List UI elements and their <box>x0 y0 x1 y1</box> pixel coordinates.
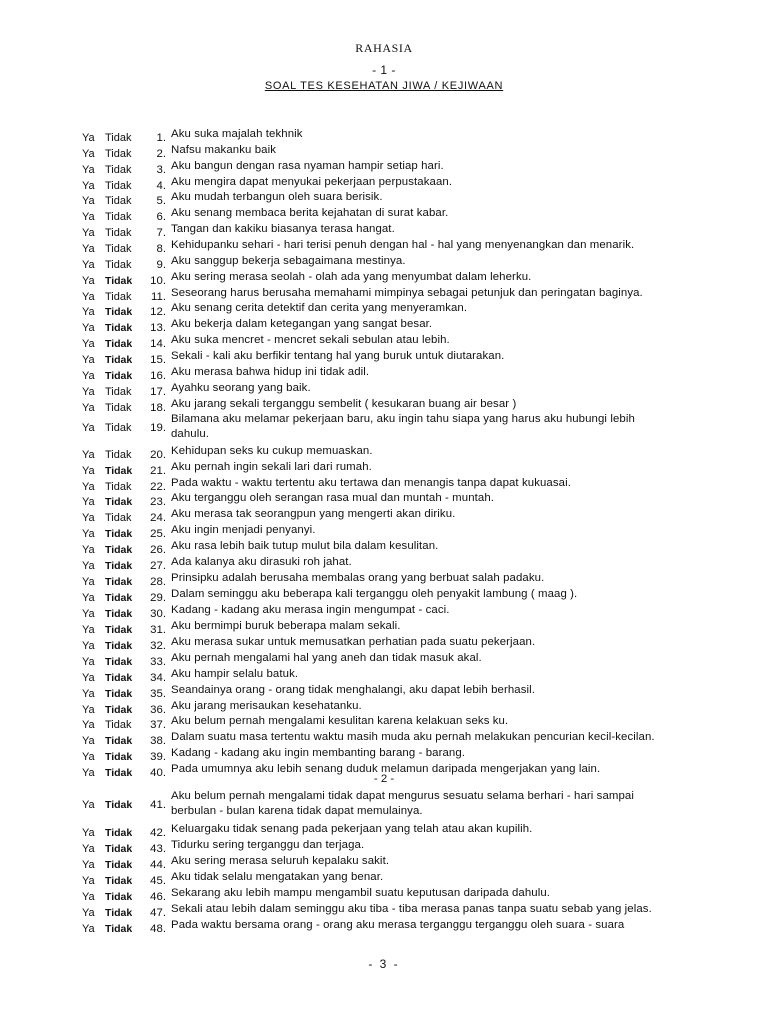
answer-no[interactable]: Tidak <box>105 576 133 588</box>
question-row <box>0 871 768 887</box>
answer-yes[interactable]: Ya <box>82 891 95 903</box>
question-text <box>171 238 731 253</box>
answer-no[interactable]: Tidak <box>105 259 132 271</box>
question-number: 16. <box>150 370 166 382</box>
answer-no[interactable]: Tidak <box>105 354 133 366</box>
answer-yes[interactable]: Ya <box>82 322 95 334</box>
answer-no[interactable]: Tidak <box>105 291 132 303</box>
question-line: Sekali atau lebih dalam seminggu aku tiba - tiba merasa panas tanpa suatu sebab yang jelas. <box>171 903 652 915</box>
question-line: Aku sering merasa seluruh kepalaku sakit. <box>171 855 390 867</box>
answer-no[interactable]: Tidak <box>105 799 133 811</box>
question-text <box>171 286 731 301</box>
question-row <box>0 636 768 652</box>
question-line: Pada umumnya aku lebih senang duduk melamun daripada mengerjakan yang lain. <box>171 763 601 775</box>
question-row <box>0 887 768 903</box>
question-row <box>0 413 768 444</box>
question-line: Seseorang harus berusaha memahami mimpinya sebagai petunjuk dan peringatan baginya. <box>171 287 643 299</box>
question-line: Aku belum pernah mengalami tidak dapat mengurus sesuatu selama berhari - hari sampai <box>171 790 635 802</box>
answer-no[interactable]: Tidak <box>105 481 132 493</box>
question-row <box>0 556 768 572</box>
question-line: Aku belum pernah mengalami kesulitan karena kelakuan seks ku. <box>171 715 509 727</box>
question-number: 41. <box>150 799 166 811</box>
question-line: Nafsu makanku baik <box>171 144 276 156</box>
answer-yes[interactable]: Ya <box>82 608 95 620</box>
answer-yes[interactable]: Ya <box>82 164 95 176</box>
question-number: 12. <box>150 306 166 318</box>
answer-no[interactable]: Tidak <box>105 592 133 604</box>
question-line: Ayahku seorang yang baik. <box>171 382 311 394</box>
question-number: 20. <box>150 449 166 461</box>
question-text <box>171 460 731 475</box>
question-number: 22. <box>150 481 166 493</box>
question-number: 3. <box>156 164 166 176</box>
question-line: Pada waktu - waktu tertentu aku tertawa dan menangis tanpa dapat kukuasai. <box>171 477 571 489</box>
answer-no[interactable]: Tidak <box>105 402 132 414</box>
answer-yes[interactable]: Ya <box>82 512 95 524</box>
question-row <box>0 223 768 239</box>
answer-no[interactable]: Tidak <box>105 923 133 935</box>
question-number: 19. <box>150 422 166 434</box>
question-number: 15. <box>150 354 166 366</box>
question-number: 38. <box>150 735 166 747</box>
question-line: Tidurku sering terganggu dan terjaga. <box>171 839 365 851</box>
question-number: 40. <box>150 767 166 779</box>
question-line: Aku terganggu oleh serangan rasa mual dan muntah - muntah. <box>171 492 495 504</box>
question-line: Aku senang membaca berita kejahatan di surat kabar. <box>171 207 449 219</box>
answer-yes[interactable]: Ya <box>82 672 95 684</box>
question-number: 48. <box>150 923 166 935</box>
question-row <box>0 715 768 731</box>
question-number: 8. <box>156 243 166 255</box>
answer-no[interactable]: Tidak <box>105 735 133 747</box>
answer-yes[interactable]: Ya <box>82 259 95 271</box>
question-line: Aku jarang merisaukan kesehatanku. <box>171 700 362 712</box>
question-text <box>171 301 731 316</box>
page-number-2: - 2 - <box>373 773 395 785</box>
question-line: Aku ingin menjadi penyanyi. <box>171 524 316 536</box>
answer-yes[interactable]: Ya <box>82 907 95 919</box>
question-text <box>171 381 731 396</box>
answer-no[interactable]: Tidak <box>105 496 133 508</box>
answer-no[interactable]: Tidak <box>105 544 133 556</box>
question-row <box>0 318 768 334</box>
question-number: 32. <box>150 640 166 652</box>
question-line: Aku tidak selalu mengatakan yang benar. <box>171 871 384 883</box>
answer-no[interactable]: Tidak <box>105 322 133 334</box>
answer-no[interactable]: Tidak <box>105 338 133 350</box>
question-number: 7. <box>156 227 166 239</box>
question-text <box>171 397 731 412</box>
question-number: 47. <box>150 907 166 919</box>
question-text <box>171 523 731 538</box>
answer-yes[interactable]: Ya <box>82 370 95 382</box>
question-text <box>171 206 731 221</box>
answer-yes[interactable]: Ya <box>82 640 95 652</box>
answer-no[interactable]: Tidak <box>105 180 132 192</box>
question-number: 27. <box>150 560 166 572</box>
question-number: 33. <box>150 656 166 668</box>
question-line: Aku bangun dengan rasa nyaman hampir setiap hari. <box>171 160 444 172</box>
answer-no[interactable]: Tidak <box>105 704 133 716</box>
question-text <box>171 587 731 602</box>
question-row <box>0 903 768 919</box>
question-line: Tangan dan kakiku biasanya terasa hangat. <box>171 223 395 235</box>
answer-yes[interactable]: Ya <box>82 688 95 700</box>
question-text <box>171 571 731 586</box>
question-number: 31. <box>150 624 166 636</box>
question-line: Aku suka majalah tekhnik <box>171 128 303 140</box>
question-text <box>171 507 731 522</box>
question-row <box>0 461 768 477</box>
question-line: Aku merasa sukar untuk memusatkan perhatian pada suatu pekerjaan. <box>171 636 536 648</box>
question-row <box>0 731 768 747</box>
question-row <box>0 382 768 398</box>
question-row <box>0 524 768 540</box>
answer-no[interactable]: Tidak <box>105 275 133 287</box>
document-title: SOAL TES KESEHATAN JIWA / KEJIWAAN <box>264 80 504 92</box>
question-line: dahulu. <box>171 428 210 440</box>
question-text <box>171 854 731 869</box>
question-text <box>171 190 731 205</box>
question-text <box>171 412 731 442</box>
answer-options <box>82 421 144 436</box>
answer-no[interactable]: Tidak <box>105 512 132 524</box>
question-row <box>0 620 768 636</box>
question-text <box>171 714 731 729</box>
answer-no[interactable]: Tidak <box>105 767 133 779</box>
answer-no[interactable]: Tidak <box>105 608 133 620</box>
answer-yes[interactable]: Ya <box>82 859 95 871</box>
answer-yes[interactable]: Ya <box>82 496 95 508</box>
question-number: 13. <box>150 322 166 334</box>
answer-no[interactable]: Tidak <box>105 195 132 207</box>
answer-no[interactable]: Tidak <box>105 719 132 731</box>
answer-yes[interactable]: Ya <box>82 449 95 461</box>
answer-yes[interactable]: Ya <box>82 923 95 935</box>
question-row <box>0 604 768 620</box>
answer-yes[interactable]: Ya <box>82 560 95 572</box>
answer-yes[interactable]: Ya <box>82 843 95 855</box>
question-number: 43. <box>150 843 166 855</box>
answer-yes[interactable]: Ya <box>82 243 95 255</box>
question-text <box>171 699 731 714</box>
question-line: Ada kalanya aku dirasuki roh jahat. <box>171 556 352 568</box>
question-text <box>171 555 731 570</box>
question-line: Aku merasa bahwa hidup ini tidak adil. <box>171 366 370 378</box>
question-text <box>171 651 731 666</box>
answer-yes[interactable]: Ya <box>82 306 95 318</box>
question-line: Pada waktu bersama orang - orang aku merasa terganggu terganggu oleh suara - suara <box>171 919 625 931</box>
question-row <box>0 144 768 160</box>
question-number: 2. <box>156 148 166 160</box>
question-number: 35. <box>150 688 166 700</box>
answer-yes[interactable]: Ya <box>82 481 95 493</box>
question-row <box>0 540 768 556</box>
question-text <box>171 270 731 285</box>
question-number: 18. <box>150 402 166 414</box>
question-number: 28. <box>150 576 166 588</box>
question-row <box>0 919 768 935</box>
question-line: Seandainya orang - orang tidak menghalangi, aku dapat lebih berhasil. <box>171 684 536 696</box>
question-row <box>0 747 768 763</box>
question-number: 5. <box>156 195 166 207</box>
question-row <box>0 652 768 668</box>
answer-yes[interactable]: Ya <box>82 195 95 207</box>
question-row <box>0 207 768 223</box>
question-text <box>171 444 731 459</box>
question-line: Sekarang aku lebih mampu mengambil suatu keputusan daripada dahulu. <box>171 887 551 899</box>
answer-yes[interactable]: Ya <box>82 180 95 192</box>
answer-yes[interactable]: Ya <box>82 544 95 556</box>
question-number: 25. <box>150 528 166 540</box>
question-row <box>0 855 768 871</box>
question-row <box>0 350 768 366</box>
question-text <box>171 127 731 142</box>
question-line: Dalam seminggu aku beberapa kali terganggu oleh penyakit lambung ( maag ). <box>171 588 578 600</box>
question-line: berbulan - bulan karena tidak dapat memulainya. <box>171 805 423 817</box>
answer-no[interactable]: Tidak <box>105 370 133 382</box>
question-number: 46. <box>150 891 166 903</box>
question-text <box>171 333 731 348</box>
question-line: Aku senang cerita detektif dan cerita yang menyeramkan. <box>171 302 468 314</box>
question-line: Aku pernah ingin sekali lari dari rumah. <box>171 461 372 473</box>
answer-no[interactable]: Tidak <box>105 672 133 684</box>
answer-yes[interactable]: Ya <box>82 767 95 779</box>
question-row <box>0 160 768 176</box>
answer-no[interactable]: Tidak <box>105 688 133 700</box>
question-row <box>0 492 768 508</box>
question-number: 9. <box>156 259 166 271</box>
answer-no[interactable]: Tidak <box>105 528 133 540</box>
question-line: Aku bermimpi buruk beberapa malam sekali. <box>171 620 401 632</box>
question-text <box>171 635 731 650</box>
answer-yes[interactable]: Ya <box>82 338 95 350</box>
question-number: 1. <box>156 132 166 144</box>
question-row <box>0 445 768 461</box>
question-line: Aku mengira dapat menyukai pekerjaan perpustakaan. <box>171 176 453 188</box>
answer-yes[interactable]: Ya <box>82 624 95 636</box>
answer-no[interactable]: Tidak <box>105 422 132 434</box>
question-number: 45. <box>150 875 166 887</box>
answer-yes[interactable]: Ya <box>82 592 95 604</box>
question-line: Aku hampir selalu batuk. <box>171 668 299 680</box>
question-row <box>0 572 768 588</box>
question-row <box>0 302 768 318</box>
question-text <box>171 918 731 933</box>
question-row <box>0 191 768 207</box>
question-row <box>0 334 768 350</box>
question-number: 21. <box>150 465 166 477</box>
answer-yes[interactable]: Ya <box>82 576 95 588</box>
page-number-1: - 1 - <box>372 63 396 77</box>
question-text <box>171 886 731 901</box>
question-text <box>171 789 731 819</box>
question-row <box>0 271 768 287</box>
question-text <box>171 603 731 618</box>
question-line: Prinsipku adalah berusaha membalas orang yang berbuat salah padaku. <box>171 572 545 584</box>
question-number: 37. <box>150 719 166 731</box>
question-row <box>0 508 768 524</box>
question-text <box>171 746 731 761</box>
question-row <box>0 239 768 255</box>
question-number: 30. <box>150 608 166 620</box>
question-number: 11. <box>151 291 166 303</box>
answer-yes[interactable]: Ya <box>82 465 95 477</box>
answer-yes[interactable]: Ya <box>82 211 95 223</box>
question-text <box>171 317 731 332</box>
answer-yes[interactable]: Ya <box>82 528 95 540</box>
answer-yes[interactable]: Ya <box>82 402 95 414</box>
question-text <box>171 838 731 853</box>
question-line: Aku sering merasa seolah - olah ada yang menyumbat dalam leherku. <box>171 271 532 283</box>
question-line: Aku sanggup bekerja sebagaimana mestinya. <box>171 255 406 267</box>
question-text <box>171 175 731 190</box>
answer-no[interactable]: Tidak <box>105 875 133 887</box>
question-text <box>171 539 731 554</box>
answer-options <box>82 922 144 937</box>
answer-no[interactable]: Tidak <box>105 560 133 572</box>
question-line: Aku rasa lebih baik tutup mulut bila dalam kesulitan. <box>171 540 439 552</box>
question-number: 24. <box>150 512 166 524</box>
answer-no[interactable]: Tidak <box>105 859 133 871</box>
page-number-3-fragment: - 3 - <box>368 957 400 971</box>
answer-options <box>82 798 144 813</box>
question-text <box>171 822 731 837</box>
answer-yes[interactable]: Ya <box>82 354 95 366</box>
question-row <box>0 588 768 604</box>
question-row <box>0 255 768 271</box>
question-text <box>171 143 731 158</box>
answer-no[interactable]: Tidak <box>105 449 132 461</box>
answer-yes[interactable]: Ya <box>82 751 95 763</box>
question-line: Aku mudah terbangun oleh suara berisik. <box>171 191 383 203</box>
question-text <box>171 730 731 745</box>
answer-no[interactable]: Tidak <box>105 827 133 839</box>
question-line: Bilamana aku melamar pekerjaan baru, aku ingin tahu siapa yang harus aku hubungi lebih <box>171 413 635 425</box>
answer-yes[interactable]: Ya <box>82 875 95 887</box>
question-number: 44. <box>150 859 166 871</box>
question-text <box>171 619 731 634</box>
question-text <box>171 491 731 506</box>
question-text <box>171 254 731 269</box>
question-line: Dalam suatu masa tertentu waktu masih muda aku pernah melakukan pencurian kecil-kecilan. <box>171 731 655 743</box>
question-text <box>171 365 731 380</box>
question-row <box>0 366 768 382</box>
question-number: 10. <box>150 275 166 287</box>
question-line: Aku suka mencret - mencret sekali sebulan atau lebih. <box>171 334 450 346</box>
question-number: 14. <box>150 338 166 350</box>
answer-no[interactable]: Tidak <box>105 624 133 636</box>
question-line: Aku pernah mengalami hal yang aneh dan tidak masuk akal. <box>171 652 482 664</box>
question-number: 42. <box>150 827 166 839</box>
answer-no[interactable]: Tidak <box>105 907 133 919</box>
answer-yes[interactable]: Ya <box>82 227 95 239</box>
answer-yes[interactable]: Ya <box>82 827 95 839</box>
question-line: Aku bekerja dalam ketegangan yang sangat besar. <box>171 318 433 330</box>
question-text <box>171 902 731 917</box>
answer-no[interactable]: Tidak <box>105 227 132 239</box>
question-line: Keluargaku tidak senang pada pekerjaan yang telah atau akan kupilih. <box>171 823 533 835</box>
answer-no[interactable]: Tidak <box>105 148 132 160</box>
answer-no[interactable]: Tidak <box>105 656 133 668</box>
question-row <box>0 790 768 821</box>
classification-label: RAHASIA <box>355 41 413 55</box>
answer-yes[interactable]: Ya <box>82 291 95 303</box>
answer-no[interactable]: Tidak <box>105 306 133 318</box>
answer-no[interactable]: Tidak <box>105 243 132 255</box>
question-row <box>0 839 768 855</box>
answer-no[interactable]: Tidak <box>105 211 132 223</box>
question-number: 6. <box>156 211 166 223</box>
question-line: Aku jarang sekali terganggu sembelit ( kesukaran buang air besar ) <box>171 398 517 410</box>
question-number: 36. <box>150 704 166 716</box>
answer-no[interactable]: Tidak <box>105 751 133 763</box>
question-number: 39. <box>150 751 166 763</box>
question-number: 29. <box>150 592 166 604</box>
question-row <box>0 128 768 144</box>
question-text <box>171 870 731 885</box>
question-row <box>0 684 768 700</box>
question-line: Aku merasa tak seorangpun yang mengerti akan diriku. <box>171 508 456 520</box>
question-line: Kadang - kadang aku ingin membanting barang - barang. <box>171 747 466 759</box>
answer-no[interactable]: Tidak <box>105 465 133 477</box>
question-text <box>171 222 731 237</box>
answer-yes[interactable]: Ya <box>82 704 95 716</box>
answer-yes[interactable]: Ya <box>82 656 95 668</box>
question-number: 4. <box>156 180 166 192</box>
answer-no[interactable]: Tidak <box>105 843 133 855</box>
answer-no[interactable]: Tidak <box>105 164 132 176</box>
question-line: Kadang - kadang aku merasa ingin mengumpat - caci. <box>171 604 450 616</box>
answer-no[interactable]: Tidak <box>105 386 132 398</box>
answer-yes[interactable]: Ya <box>82 422 95 434</box>
question-text <box>171 476 731 491</box>
answer-yes[interactable]: Ya <box>82 148 95 160</box>
answer-yes[interactable]: Ya <box>82 735 95 747</box>
answer-yes[interactable]: Ya <box>82 132 95 144</box>
answer-yes[interactable]: Ya <box>82 799 95 811</box>
answer-yes[interactable]: Ya <box>82 719 95 731</box>
answer-yes[interactable]: Ya <box>82 386 95 398</box>
question-line: Kehidupan seks ku cukup memuaskan. <box>171 445 373 457</box>
answer-no[interactable]: Tidak <box>105 640 133 652</box>
question-number: 17. <box>150 386 166 398</box>
question-number: 34. <box>150 672 166 684</box>
question-number: 26. <box>150 544 166 556</box>
answer-yes[interactable]: Ya <box>82 275 95 287</box>
question-row <box>0 823 768 839</box>
question-row <box>0 668 768 684</box>
question-text <box>171 159 731 174</box>
answer-no[interactable]: Tidak <box>105 891 133 903</box>
question-line: Sekali - kali aku berfikir tentang hal yang buruk untuk diutarakan. <box>171 350 505 362</box>
question-line: Kehidupanku sehari - hari terisi penuh dengan hal - hal yang menyenangkan dan menarik. <box>171 239 635 251</box>
answer-no[interactable]: Tidak <box>105 132 132 144</box>
question-text <box>171 349 731 364</box>
question-number: 23. <box>150 496 166 508</box>
question-text <box>171 683 731 698</box>
question-text <box>171 667 731 682</box>
